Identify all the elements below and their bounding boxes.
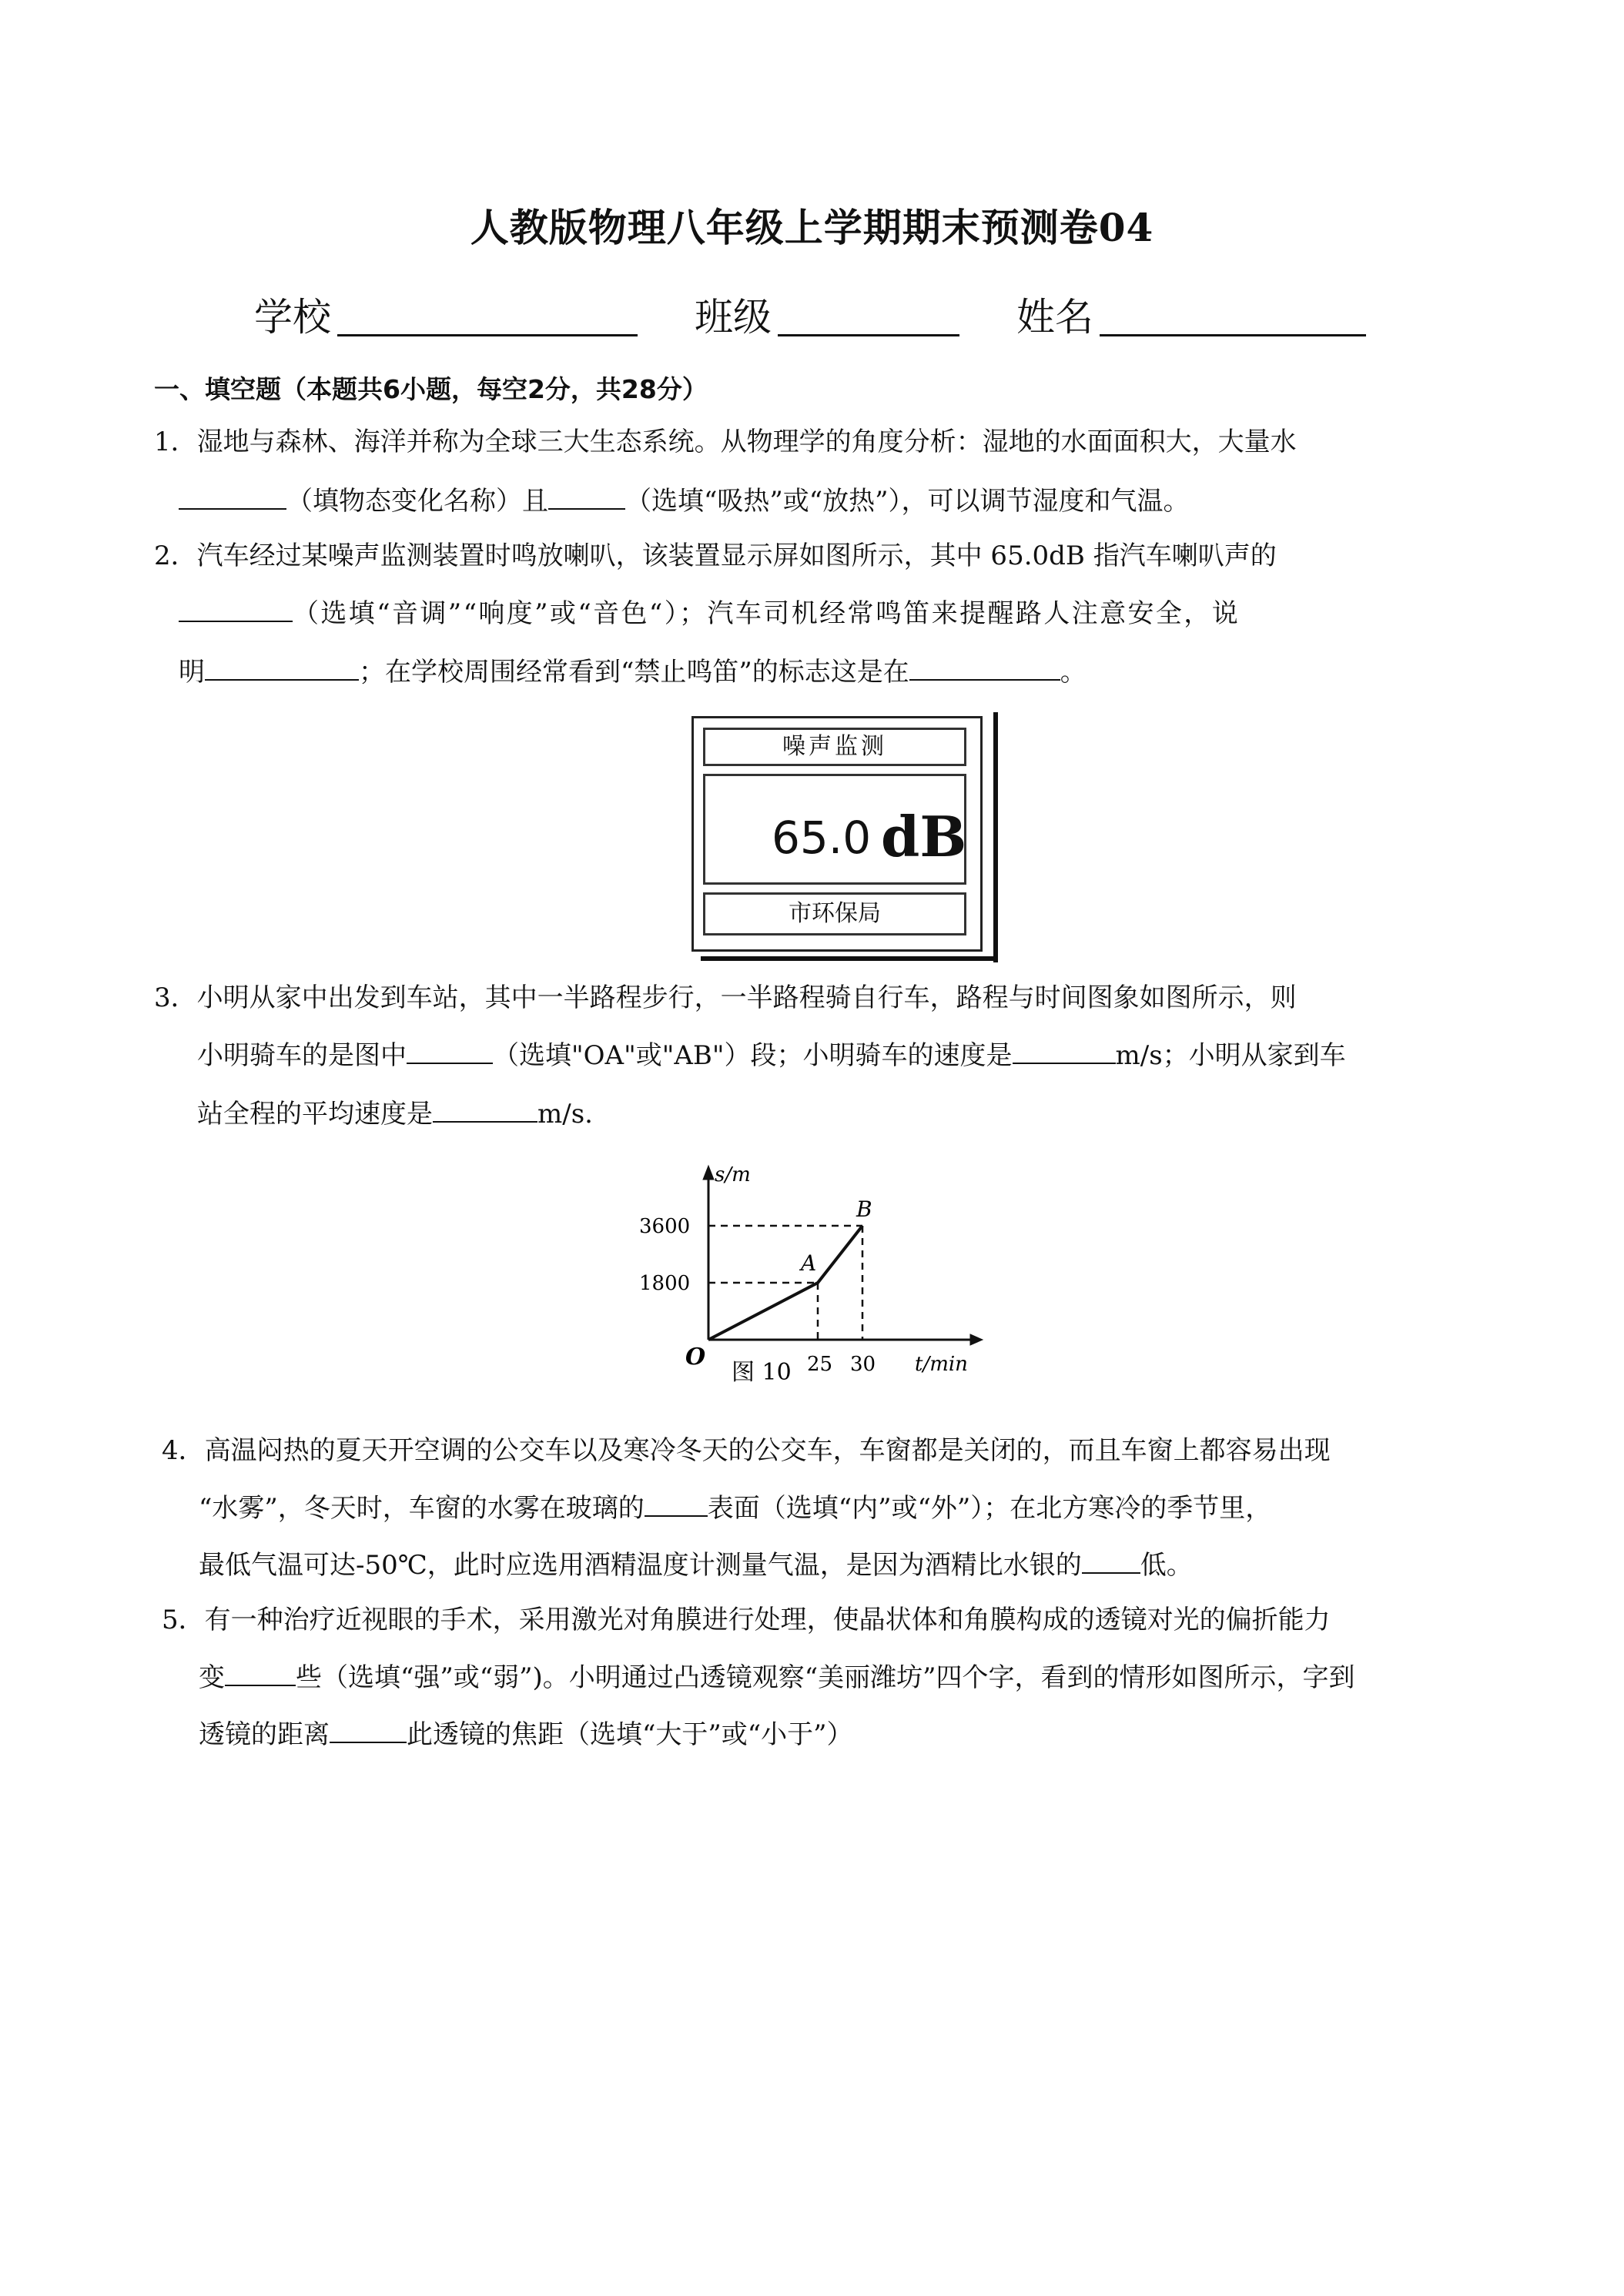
school-label: 学校 [254, 295, 331, 340]
q5-line3 [199, 1719, 853, 1750]
q4-text2b: 表面（选填“内”或“外”）；在北方寒冷的季节里， [707, 1493, 1272, 1524]
q3-text3a: 站全程的平均速度是 [197, 1099, 433, 1130]
section-heading: 一、填空题（本题共6小题，每空2分，共28分） [154, 374, 708, 404]
monitor-value: 65.0 [772, 812, 872, 864]
monitor-unit: dB [881, 804, 967, 869]
q4-line3 [199, 1549, 1193, 1581]
q4-line1: 4．高温闷热的夏天开空调的公交车以及寒冷冬天的公交车，车窗都是关闭的，而且车窗上都容易出现 [162, 1435, 1331, 1466]
monitor-header: 噪声监测 [703, 728, 966, 766]
q3-text2b: （选填"OA"或"AB"）段；小明骑车的速度是 [493, 1040, 1013, 1071]
figure-caption: 图 10 [732, 1359, 792, 1386]
q3-text2a: 小明骑车的是图中 [197, 1040, 407, 1071]
q2-text2a: （选填“音调”“响度”或“音色“）；汽车司机经常鸣笛来提醒路人注意安全，说 [293, 598, 1241, 629]
x-axis-arrow [970, 1334, 983, 1345]
q3-blank3[interactable] [433, 1098, 537, 1123]
point-a-label: A [801, 1250, 817, 1276]
q2-line3 [179, 656, 1087, 688]
q2-line1: 2．汽车经过某噪声监测装置时鸣放喇叭，该装置显示屏如图所示，其中 65.0dB 指汽车喇叭声的 [154, 541, 1277, 571]
q3-text2c: m/s；小明从家到车 [1115, 1040, 1346, 1071]
q5-blank2[interactable] [330, 1719, 407, 1743]
q2-blank3[interactable] [909, 656, 1060, 681]
point-b-label: B [856, 1197, 872, 1222]
q4-text2a: “水雾”，冬天时，车窗的水雾在玻璃的 [199, 1493, 645, 1524]
q3-blank1[interactable] [407, 1039, 493, 1064]
q2-text3b: ；在学校周围经常看到“禁止鸣笛”的标志这是在 [359, 657, 909, 688]
q5-text2a: 变 [199, 1662, 225, 1693]
q4-blank2[interactable] [1082, 1549, 1140, 1574]
x-tick-30: 30 [850, 1353, 876, 1376]
page-title: 人教版物理八年级上学期期末预测卷04 [470, 205, 1154, 250]
q3-line1: 3．小明从家中出发到车站，其中一半路程步行，一半路程骑自行车，路程与时间图象如图所示，则 [154, 982, 1297, 1013]
name-blank[interactable] [1100, 334, 1366, 336]
q1-blank2[interactable] [548, 485, 625, 510]
q2-blank1[interactable] [179, 597, 293, 622]
school-blank[interactable] [337, 334, 638, 336]
q4-text3b: 低。 [1140, 1550, 1193, 1581]
monitor-footer: 市环保局 [703, 892, 966, 935]
class-blank[interactable] [778, 334, 959, 336]
distance-time-graph [631, 1155, 986, 1401]
q1-line1: 1．湿地与森林、海洋并称为全球三大生态系统。从物理学的角度分析：湿地的水面面积大，大量水 [154, 427, 1297, 457]
q3-text3b: m/s. [537, 1099, 593, 1130]
q3-line2 [197, 1039, 1346, 1071]
x-tick-25: 25 [807, 1353, 833, 1376]
x-axis-label: t/min [915, 1353, 968, 1376]
q3-blank2[interactable] [1013, 1039, 1116, 1064]
q4-line2 [199, 1492, 1271, 1524]
q4-text3a: 最低气温可达-50℃，此时应选用酒精温度计测量气温，是因为酒精比水银的 [199, 1550, 1082, 1581]
class-label: 班级 [695, 295, 772, 340]
q2-text3c: 。 [1060, 657, 1087, 688]
origin-label: O [685, 1344, 706, 1371]
q5-text3a: 透镜的距离 [199, 1719, 330, 1750]
q4-blank1[interactable] [645, 1492, 708, 1517]
q1-text2a: （填物态变化名称）且 [286, 486, 548, 517]
monitor-display [703, 774, 966, 885]
q5-text3b: 此透镜的焦距（选填“大于”或“小于”） [407, 1719, 853, 1750]
q5-line1: 5．有一种治疗近视眼的手术，采用激光对角膜进行处理，使晶状体和角膜构成的透镜对光的偏折能力 [162, 1605, 1331, 1635]
q3-line3 [197, 1098, 593, 1130]
q5-text2b: 些（选填“强”或“弱”)。小明通过凸透镜观察“美丽潍坊”四个字，看到的情形如图所示，字到 [296, 1662, 1355, 1693]
y-tick-1800: 1800 [639, 1272, 691, 1295]
y-axis-arrow [703, 1166, 714, 1180]
q5-line2 [199, 1662, 1355, 1693]
q1-text2b: （选填“吸热”或“放热”），可以调节湿度和气温。 [625, 486, 1190, 517]
q2-blank2[interactable] [205, 656, 359, 681]
q1-blank1[interactable] [179, 485, 286, 510]
monitor-shadow-right [993, 712, 998, 962]
y-tick-3600: 3600 [639, 1215, 691, 1238]
noise-monitor-figure [691, 716, 983, 952]
monitor-shadow-bottom [701, 956, 998, 961]
q1-line2 [179, 485, 1190, 517]
q2-line2 [179, 597, 1240, 629]
y-axis-label: s/m [715, 1163, 751, 1186]
q2-text3a: 明 [179, 657, 205, 688]
name-label: 姓名 [1016, 295, 1093, 340]
q5-blank1[interactable] [225, 1662, 296, 1686]
